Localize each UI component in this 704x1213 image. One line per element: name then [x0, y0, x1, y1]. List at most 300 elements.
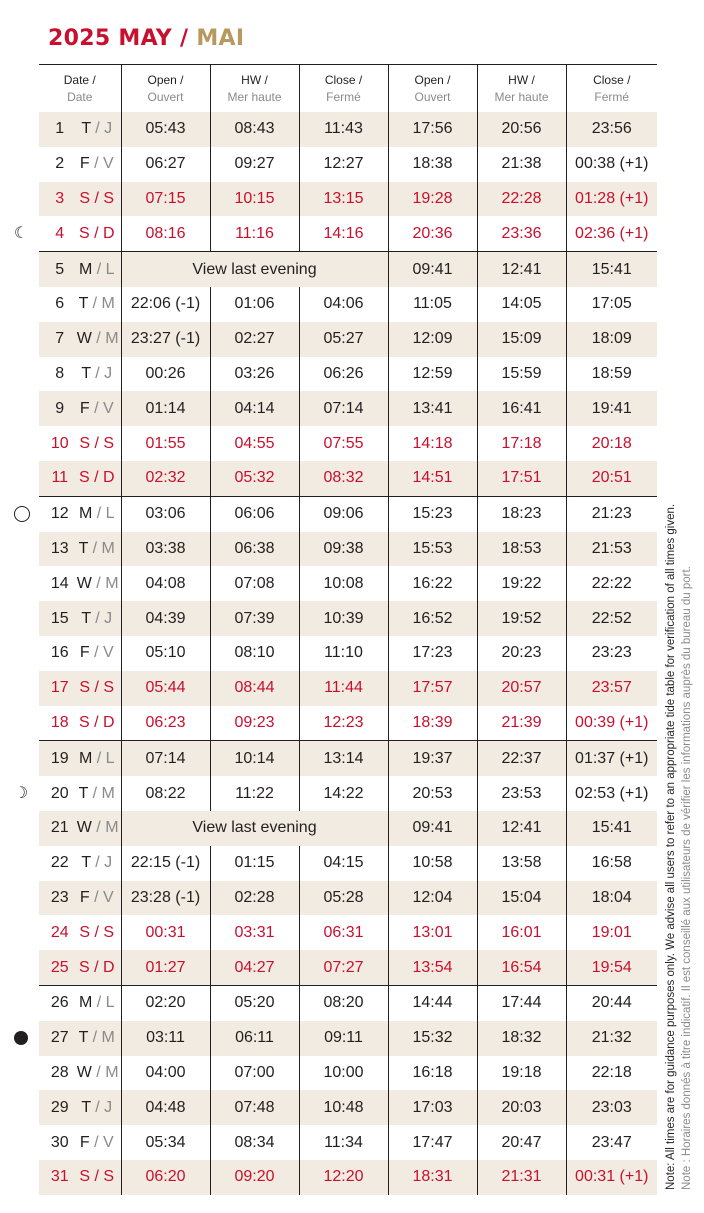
weekday-separator: / — [89, 644, 103, 662]
close-time-pm: 15:41 — [566, 811, 657, 846]
weekday-abbrev — [77, 1029, 117, 1047]
weekday-abbrev-en: M — [78, 505, 93, 523]
day-number: 20 — [50, 784, 69, 802]
weekday-abbrev-en: T — [78, 1029, 89, 1047]
close-time-am: 07:14 — [299, 391, 388, 426]
day-number: 11 — [51, 469, 69, 487]
weekday-abbrev-en: T — [78, 784, 89, 802]
high-water-pm: 20:47 — [477, 1125, 566, 1160]
weekday-abbrev-fr: L — [105, 994, 115, 1012]
weekday-abbrev — [77, 1064, 117, 1082]
close-time-am: 08:20 — [299, 985, 388, 1020]
date-cell — [39, 322, 121, 357]
open-time-am: 22:06 (-1) — [121, 287, 210, 322]
weekday-abbrev-fr: V — [102, 399, 114, 417]
open-time-pm: 17:57 — [388, 671, 477, 706]
title-french: MAI — [196, 26, 245, 51]
close-time-pm: 16:58 — [591, 854, 632, 872]
open-time-am: 05:10 — [121, 636, 210, 671]
table-row — [39, 1090, 657, 1125]
open-time-pm: 14:44 — [388, 985, 477, 1020]
close-time-pm: 01:37 (+1) — [566, 741, 657, 776]
table-row — [39, 1125, 657, 1160]
high-water-am: 06:11 — [210, 1021, 299, 1056]
open-time-pm: 16:18 — [388, 1056, 477, 1091]
first-quarter-moon-icon: ☾ — [13, 224, 29, 242]
close-time-pm: 22:52 — [566, 601, 657, 636]
date-cell — [13, 216, 121, 251]
high-water-pm: 20:03 — [477, 1090, 566, 1125]
open-time-pm: 15:53 — [388, 532, 477, 567]
close-time-am: 10:08 — [299, 566, 388, 601]
weekday-abbrev — [77, 540, 117, 558]
open-time-am: 07:14 — [121, 741, 210, 776]
header-date — [39, 65, 121, 113]
open-time-am: 05:44 — [121, 671, 210, 706]
open-time-pm: 17:23 — [388, 636, 477, 671]
close-time-am: 11:10 — [299, 636, 388, 671]
date-cell — [39, 671, 121, 706]
day-number: 31 — [50, 1168, 69, 1186]
open-time-am: 06:23 — [121, 706, 210, 741]
day-number: 3 — [55, 189, 65, 207]
high-water-am: 09:20 — [210, 1160, 299, 1195]
open-time-pm: 15:32 — [388, 1021, 477, 1056]
table-row — [39, 741, 657, 776]
close-time-am: 10:39 — [299, 601, 388, 636]
table-row — [39, 1021, 657, 1056]
weekday-abbrev-en: W — [76, 574, 92, 592]
day-number: 16 — [50, 644, 69, 662]
weekday-abbrev — [77, 959, 117, 977]
high-water-pm: 20:23 — [477, 636, 566, 671]
header-label-fr: Fermé — [594, 89, 630, 104]
close-time-pm: 23:57 — [566, 671, 657, 706]
weekday-abbrev-en: T — [81, 364, 91, 382]
table-row — [39, 1056, 657, 1091]
open-time-am: 23:28 (-1) — [121, 881, 210, 916]
date-cell — [39, 706, 121, 741]
full-moon-icon — [14, 506, 30, 522]
high-water-am: 04:55 — [210, 426, 299, 461]
table-row — [39, 496, 657, 531]
high-water-am: 11:22 — [210, 776, 299, 811]
high-water-pm: 23:53 — [477, 776, 566, 811]
table-row — [39, 391, 657, 426]
high-water-pm: 23:36 — [477, 216, 566, 251]
close-time-am: 12:20 — [299, 1160, 388, 1195]
open-time-am: 22:15 (-1) — [121, 846, 210, 881]
date-cell — [13, 776, 121, 811]
open-time-pm: 19:37 — [388, 741, 477, 776]
weekday-abbrev — [77, 261, 117, 279]
weekday-abbrev-en: T — [81, 120, 91, 138]
close-time-am: 06:26 — [299, 357, 388, 392]
weekday-abbrev-en: T — [81, 609, 91, 627]
high-water-pm: 18:32 — [477, 1021, 566, 1056]
weekday-abbrev-fr: M — [105, 1063, 119, 1081]
open-time-pm: 10:58 — [388, 846, 477, 881]
date-cell — [39, 915, 121, 950]
day-number: 29 — [50, 1098, 69, 1116]
close-time-pm: 19:41 — [566, 391, 657, 426]
weekday-separator: / — [91, 330, 106, 348]
close-time-am: 07:55 — [299, 426, 388, 461]
day-number: 12 — [50, 505, 69, 523]
weekday-abbrev-en: M — [78, 994, 93, 1012]
weekday-abbrev-en: S — [78, 469, 90, 487]
open-time-pm: 17:47 — [388, 1125, 477, 1160]
table-row — [39, 1160, 657, 1195]
table-row — [39, 776, 657, 811]
weekday-abbrev-en: M — [78, 749, 93, 767]
weekday-abbrev-en: F — [79, 644, 90, 662]
close-time-am: 11:44 — [299, 671, 388, 706]
open-time-am: 04:08 — [121, 566, 210, 601]
tide-table — [13, 64, 657, 1195]
header-open-pm — [388, 65, 477, 113]
close-time-am: 14:16 — [299, 216, 388, 251]
weekday-separator: / — [90, 120, 105, 138]
close-time-am: 06:31 — [299, 915, 388, 950]
weekday-separator: / — [88, 784, 102, 802]
weekday-separator: / — [89, 399, 103, 417]
high-water-pm: 20:57 — [477, 671, 566, 706]
day-number: 14 — [50, 574, 69, 592]
open-time-am: 03:06 — [121, 496, 210, 531]
header-label-fr: Ouvert — [414, 89, 451, 104]
header-label-en: Date / — [63, 72, 96, 87]
high-water-pm: 15:09 — [477, 322, 566, 357]
close-time-pm: 19:54 — [566, 950, 657, 985]
high-water-am: 10:15 — [210, 182, 299, 217]
weekday-abbrev — [77, 679, 117, 697]
high-water-pm: 14:05 — [477, 287, 566, 322]
weekday-abbrev — [77, 994, 117, 1012]
weekday-abbrev-fr: D — [102, 224, 115, 242]
weekday-abbrev-fr: M — [105, 819, 119, 837]
header-label-en: Close / — [324, 72, 363, 87]
weekday-separator: / — [89, 469, 103, 487]
table-row — [39, 357, 657, 392]
weekday-abbrev-fr: D — [102, 469, 115, 487]
weekday-abbrev-en: T — [78, 295, 89, 313]
open-time-am: 04:39 — [121, 601, 210, 636]
date-cell — [39, 636, 121, 671]
day-number: 19 — [50, 749, 69, 767]
day-number: 7 — [55, 330, 65, 348]
day-number: 4 — [55, 224, 65, 242]
day-number: 24 — [50, 923, 69, 941]
open-time-pm: 11:05 — [388, 287, 477, 322]
day-number: 2 — [55, 155, 65, 173]
close-time-am: 13:15 — [299, 182, 388, 217]
weekday-abbrev — [77, 155, 117, 173]
open-time-am: 05:43 — [121, 112, 210, 147]
weekday-abbrev — [77, 1134, 117, 1152]
weekday-abbrev-fr: J — [104, 609, 113, 627]
weekday-abbrev — [77, 435, 117, 453]
close-time-am: 09:11 — [299, 1021, 388, 1056]
view-last-evening-note: View last evening — [121, 252, 388, 287]
day-number: 25 — [50, 958, 69, 976]
high-water-pm: 21:38 — [477, 147, 566, 182]
open-time-pm: 20:36 — [388, 216, 477, 251]
date-cell — [39, 112, 121, 147]
close-time-pm: 19:01 — [591, 923, 632, 941]
title-separator: / — [180, 26, 189, 51]
day-number: 10 — [50, 434, 69, 452]
high-water-am: 05:20 — [210, 985, 299, 1020]
weekday-abbrev — [77, 889, 117, 907]
table-row — [39, 532, 657, 567]
high-water-am: 03:26 — [210, 357, 299, 392]
high-water-pm: 22:37 — [477, 741, 566, 776]
table-row — [39, 461, 657, 496]
close-time-pm: 23:56 — [566, 112, 657, 147]
close-time-am: 10:00 — [299, 1056, 388, 1091]
open-time-am: 00:31 — [121, 915, 210, 950]
open-time-pm: 16:22 — [388, 566, 477, 601]
weekday-abbrev-en: W — [76, 330, 92, 348]
weekday-abbrev — [77, 505, 117, 523]
high-water-pm: 15:59 — [477, 357, 566, 392]
open-time-pm: 14:18 — [388, 426, 477, 461]
weekday-abbrev-fr: M — [101, 1029, 115, 1047]
close-time-pm: 02:36 (+1) — [575, 224, 649, 242]
day-number: 6 — [55, 295, 65, 313]
close-time-am: 10:48 — [299, 1090, 388, 1125]
footnote-english: Note: All times are for guidance purposes only. We advise all users to refer to an appropriate tide table for verification of all times given. — [665, 503, 677, 1190]
high-water-am: 01:15 — [210, 846, 299, 881]
close-time-pm: 15:41 — [566, 252, 657, 287]
high-water-am: 06:38 — [210, 532, 299, 567]
weekday-abbrev-en: S — [79, 434, 91, 452]
table-row — [39, 216, 657, 251]
table-row — [39, 985, 657, 1020]
date-cell — [39, 1090, 121, 1125]
table-row — [39, 426, 657, 461]
high-water-am: 02:28 — [210, 881, 299, 916]
weekday-separator: / — [90, 854, 105, 872]
close-time-pm: 21:23 — [591, 505, 632, 523]
open-time-am: 07:15 — [121, 182, 210, 217]
footnote — [663, 504, 695, 1190]
weekday-separator: / — [90, 434, 104, 452]
header-label-fr: Date — [67, 89, 93, 104]
weekday-separator: / — [88, 295, 102, 313]
high-water-pm: 17:18 — [477, 426, 566, 461]
weekday-separator: / — [90, 364, 105, 382]
weekday-abbrev-en: S — [79, 189, 91, 207]
weekday-abbrev-en: W — [76, 819, 92, 837]
weekday-abbrev — [77, 120, 117, 138]
weekday-abbrev-en: F — [79, 155, 90, 173]
weekday-abbrev-fr: V — [102, 644, 114, 662]
close-time-am: 12:27 — [299, 147, 388, 182]
weekday-abbrev-fr: S — [103, 434, 115, 452]
high-water-pm: 16:54 — [477, 950, 566, 985]
date-cell — [39, 985, 121, 1020]
high-water-pm: 16:01 — [477, 915, 566, 950]
close-time-am: 04:15 — [299, 846, 388, 881]
weekday-abbrev-en: T — [81, 854, 91, 872]
close-time-pm: 18:04 — [566, 881, 657, 916]
date-cell — [39, 252, 121, 287]
high-water-pm: 15:04 — [477, 881, 566, 916]
weekday-abbrev-fr: L — [105, 505, 115, 523]
date-cell — [39, 496, 121, 531]
close-time-am: 05:27 — [299, 322, 388, 357]
close-time-am: 05:28 — [299, 881, 388, 916]
open-time-am: 01:27 — [121, 950, 210, 985]
open-time-pm: 18:31 — [388, 1160, 477, 1195]
day-number: 23 — [50, 888, 69, 906]
weekday-separator: / — [90, 609, 105, 627]
day-number: 30 — [50, 1133, 69, 1151]
date-cell — [39, 182, 121, 217]
high-water-am: 07:08 — [210, 566, 299, 601]
header-hw-pm — [477, 65, 566, 113]
weekday-abbrev-fr: D — [102, 713, 115, 731]
day-number: 13 — [50, 539, 69, 557]
weekday-separator: / — [89, 224, 103, 242]
weekday-abbrev — [77, 854, 117, 872]
date-cell — [39, 1021, 121, 1056]
weekday-separator: / — [90, 189, 104, 207]
weekday-separator: / — [89, 713, 103, 731]
page-title — [48, 26, 244, 51]
close-time-pm: 17:05 — [591, 295, 632, 313]
day-number: 9 — [55, 399, 65, 417]
weekday-separator: / — [92, 505, 106, 523]
open-time-pm: 18:38 — [388, 147, 477, 182]
weekday-abbrev-fr: V — [102, 155, 114, 173]
weekday-abbrev-en: T — [78, 539, 89, 557]
weekday-abbrev — [77, 225, 117, 243]
table-row — [39, 881, 657, 916]
header-label-en: HW / — [508, 72, 535, 87]
high-water-am: 08:43 — [210, 112, 299, 147]
close-time-am: 13:14 — [299, 741, 388, 776]
high-water-pm: 17:51 — [477, 461, 566, 496]
weekday-abbrev-en: F — [79, 399, 90, 417]
weekday-abbrev — [77, 785, 117, 803]
open-time-pm: 13:01 — [388, 915, 477, 950]
day-number: 5 — [55, 260, 65, 278]
weekday-separator: / — [90, 1168, 104, 1186]
weekday-abbrev-en: F — [79, 888, 90, 906]
close-time-am: 14:22 — [299, 776, 388, 811]
date-cell — [39, 741, 121, 776]
header-label-fr: Ouvert — [147, 89, 184, 104]
weekday-abbrev — [77, 400, 117, 418]
high-water-am: 08:34 — [210, 1125, 299, 1160]
close-time-pm: 02:53 (+1) — [575, 784, 649, 802]
table-row — [39, 322, 657, 357]
date-cell — [39, 846, 121, 881]
close-time-pm: 00:31 (+1) — [566, 1160, 657, 1195]
close-time-pm: 00:39 (+1) — [575, 713, 649, 731]
weekday-abbrev — [77, 295, 117, 313]
weekday-abbrev-fr: L — [105, 260, 115, 278]
open-time-pm: 12:59 — [388, 357, 477, 392]
date-cell — [39, 1160, 121, 1195]
open-time-am: 03:11 — [121, 1021, 210, 1056]
high-water-pm: 18:23 — [477, 496, 566, 531]
date-cell — [39, 1056, 121, 1091]
weekday-abbrev — [77, 469, 117, 487]
close-time-am: 07:27 — [299, 950, 388, 985]
header-close-am — [299, 65, 388, 113]
high-water-am: 06:06 — [210, 496, 299, 531]
weekday-abbrev-fr: J — [104, 1098, 113, 1116]
open-time-am: 06:20 — [121, 1160, 210, 1195]
table-row — [39, 601, 657, 636]
close-time-am: 09:06 — [299, 496, 388, 531]
weekday-abbrev-en: M — [78, 260, 93, 278]
weekday-abbrev-en: S — [78, 713, 90, 731]
close-time-am: 12:23 — [299, 706, 388, 741]
high-water-pm: 17:44 — [477, 985, 566, 1020]
weekday-abbrev-fr: S — [103, 923, 115, 941]
table-row — [39, 706, 657, 741]
weekday-abbrev-en: F — [79, 1133, 90, 1151]
close-time-am: 11:43 — [299, 112, 388, 147]
date-cell — [39, 1125, 121, 1160]
close-time-pm: 23:03 — [566, 1090, 657, 1125]
header-close-pm — [566, 65, 657, 113]
weekday-abbrev — [77, 575, 117, 593]
date-cell — [39, 532, 121, 567]
open-time-am: 03:38 — [121, 532, 210, 567]
open-time-pm: 17:03 — [388, 1090, 477, 1125]
close-time-pm: 20:18 — [591, 434, 632, 452]
open-time-am: 02:20 — [121, 985, 210, 1020]
tide-table-body — [13, 112, 657, 1195]
table-row — [39, 846, 657, 881]
high-water-am: 07:00 — [210, 1056, 299, 1091]
weekday-abbrev — [77, 714, 117, 732]
weekday-abbrev-en: W — [76, 1063, 92, 1081]
date-cell — [39, 357, 121, 392]
weekday-separator: / — [88, 539, 102, 557]
day-number: 28 — [50, 1063, 69, 1081]
weekday-separator: / — [91, 819, 106, 837]
view-last-evening-note: View last evening — [121, 811, 388, 846]
open-time-am: 01:14 — [121, 391, 210, 426]
weekday-abbrev-en: T — [81, 1098, 91, 1116]
high-water-am: 01:06 — [210, 287, 299, 322]
open-time-am: 06:27 — [121, 147, 210, 182]
high-water-pm: 13:58 — [477, 846, 566, 881]
open-time-pm: 13:54 — [388, 950, 477, 985]
high-water-am: 02:27 — [210, 322, 299, 357]
open-time-pm: 17:56 — [388, 112, 477, 147]
date-cell — [39, 287, 121, 322]
weekday-abbrev-fr: V — [102, 888, 114, 906]
header-hw-am — [210, 65, 299, 113]
weekday-abbrev-fr: M — [101, 295, 115, 313]
close-time-pm: 23:47 — [591, 1133, 632, 1151]
last-quarter-moon-icon: ☽ — [13, 784, 29, 802]
weekday-abbrev — [77, 644, 117, 662]
weekday-abbrev-en: S — [79, 679, 91, 697]
weekday-abbrev — [77, 365, 117, 383]
table-row — [39, 252, 657, 287]
open-time-am: 08:22 — [121, 776, 210, 811]
day-number: 22 — [50, 854, 69, 872]
